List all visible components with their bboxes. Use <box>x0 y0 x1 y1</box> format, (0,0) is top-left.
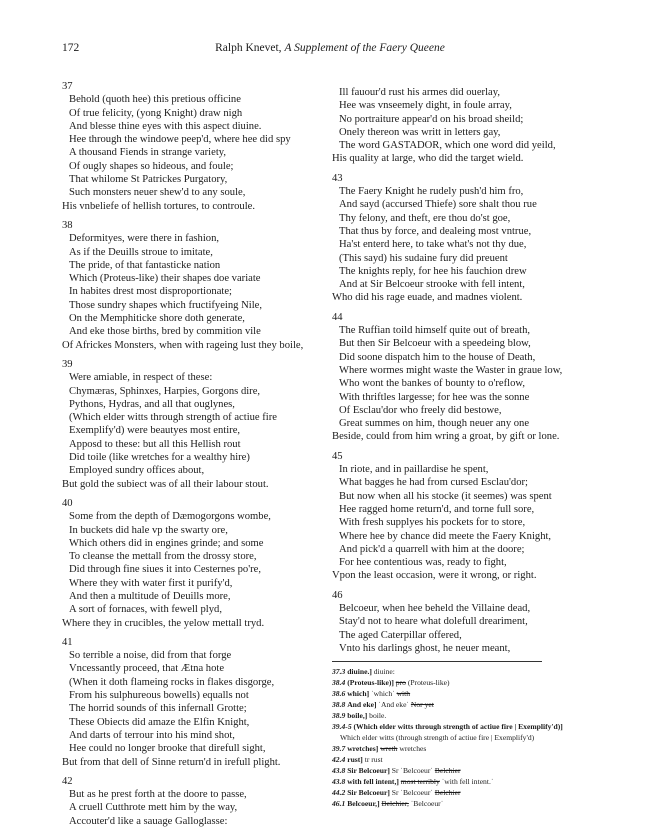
verse-line: Were amiable, in respect of these: <box>69 372 213 384</box>
verse-line: So terrible a noise, did from that forge <box>69 650 232 662</box>
note-ref: 38.8 <box>332 700 346 710</box>
verse-line: And pick'd a quarrell with him at the doore; <box>339 543 525 555</box>
verse-line: Who wont the bankes of bounty to o'reflow, <box>339 378 525 390</box>
verse-line: No portraiture appear'd on his broad sheild; <box>339 113 524 125</box>
stanza-number: 45 <box>332 450 343 462</box>
verse-line: Thy felony, and theft, ere thou do'st goe, <box>339 212 511 224</box>
note-lemma: diuine.] <box>347 667 372 677</box>
verse-line: For hee contentious was, ready to fight, <box>339 557 507 569</box>
verse-line: And then a multitude of Deuills more, <box>69 590 231 602</box>
verse-line: And sayd (accursed Thiefe) sore shalt thou rue <box>339 199 537 211</box>
note-deleted: most terribly <box>400 777 440 787</box>
verse-line: Deformityes, were there in fashion, <box>69 233 220 245</box>
note-deleted: Belchier, <box>381 799 409 809</box>
stanza-number: 40 <box>62 497 73 509</box>
note-ref: 39.7 <box>332 744 346 754</box>
note-lemma: And eke] <box>347 700 377 710</box>
verse-line: Of Esclau'dor who freely did bestowe, <box>339 404 502 416</box>
textual-note <box>332 666 542 677</box>
note-lemma: wretches] <box>347 744 379 754</box>
verse-line: And eke those births, bred by commition vile <box>69 326 261 338</box>
textual-note <box>332 699 542 710</box>
verse-line: Stay'd not to heare what dolefull dreariment, <box>339 616 528 628</box>
note-lemma: which] <box>347 689 370 699</box>
verse-line: Which (Proteus-like) their shapes doe variate <box>69 273 261 285</box>
verse-line: Pythons, Hydras, and all that ouglynes, <box>69 398 235 410</box>
verse-line: His quality at large, who did the target wield. <box>332 153 524 165</box>
note-after: ˈwith fell intent.ˈ <box>439 777 494 787</box>
stanza <box>332 589 602 655</box>
note-lemma: boile,] <box>347 711 368 721</box>
verse-line: Where wormes might waste the Waster in graue low, <box>339 364 563 376</box>
verse-line: The Ruffian toild himself quite out of breath, <box>339 325 531 337</box>
verse-line: As if the Deuills stroue to imitate, <box>69 246 213 258</box>
verse-line: Vnto his darlings ghost, he neuer meant, <box>339 642 511 654</box>
verse-line: These Obiects did amaze the Elfin Knight, <box>69 716 250 728</box>
verse-line: But now when all his stocke (it seemes) was spent <box>339 490 552 502</box>
note-ref: 37.3 <box>332 667 346 677</box>
stanza-number: 37 <box>62 81 73 92</box>
verse-line: Ill fauour'd rust his armes did ouerlay, <box>339 87 500 98</box>
stanza <box>332 86 602 166</box>
stanza-number: 41 <box>62 636 73 648</box>
stanza <box>332 450 602 583</box>
verse-line: In riote, and in paillardise he spent, <box>339 464 489 476</box>
note-ref: 39.4-5 <box>332 722 352 732</box>
verse-line: With thriftles largesse; for hee was the sonne <box>339 391 530 403</box>
textual-notes <box>332 661 563 809</box>
verse-line: With fresh supplyes his pockets for to store, <box>339 517 526 529</box>
page-number: 172 <box>62 42 80 54</box>
note-after: wretches <box>397 744 427 754</box>
stanza-number: 44 <box>332 311 343 323</box>
textual-note <box>332 743 542 754</box>
note-ref: 44.2 <box>332 788 346 798</box>
verse-line: Some from the depth of Dæmogorgons wombe, <box>69 511 271 523</box>
stanza <box>332 172 602 305</box>
verse-line: Apposd to these: but all this Hellish rout <box>69 438 241 450</box>
stanza <box>62 80 332 213</box>
verse-line: Of ougly shapes so hideous, and foule; <box>69 160 234 172</box>
stanza <box>62 497 332 630</box>
verse-line: Accouter'd like a sauage Galloglasse: <box>69 815 228 827</box>
verse-line: Did soone dispatch him to the house of Death, <box>339 351 536 363</box>
verse-line: Such monsters neuer shew'd to any soule, <box>69 187 246 199</box>
verse-line: A sort of fornaces, with fewell plyd, <box>69 604 222 616</box>
textual-note <box>332 677 542 688</box>
stanza-number: 46 <box>332 589 343 601</box>
verse-line: On the Memphiticke shore doth generate, <box>69 313 245 325</box>
verse-line: Behold (quoth hee) this pretious officine <box>69 94 241 106</box>
verse-line: The aged Caterpillar offered, <box>339 629 462 641</box>
textual-note <box>332 798 542 809</box>
textual-note <box>332 721 563 743</box>
note-reading: Sr ˈBelcoeurˈ <box>389 766 435 776</box>
verse-line: But gold the subiect was of all their labour stout. <box>62 478 269 490</box>
verse-line: Did toile (like wretches for a wealthy hire) <box>69 452 250 464</box>
verse-line: (When it doth flameing rocks in flakes disgorge, <box>69 676 275 688</box>
note-deleted: wreth <box>380 744 398 754</box>
book-title: A Supplement of the Faery Queene <box>284 42 445 54</box>
note-after: ˈBelcoeurˈ <box>408 799 444 809</box>
note-lemma: rust] <box>347 755 363 765</box>
verse-line: That whilome St Patrickes Purgatory, <box>69 174 228 186</box>
verse-line: His vnbeliefe of hellish tortures, to controule. <box>62 200 255 212</box>
note-reading: ˈAnd ekeˈ <box>376 700 411 710</box>
stanza <box>332 311 602 444</box>
verse-line: Vpon the least occasion, were it wrong, or right. <box>332 570 537 582</box>
verse-line: Employed sundry offices about, <box>69 465 205 477</box>
note-reading: ˈwhichˈ <box>369 689 397 699</box>
note-deleted: with <box>396 689 411 699</box>
note-ref: 38.6 <box>332 689 346 699</box>
stanza <box>62 219 332 352</box>
verse-line: The word GASTADOR, which one word did yeild, <box>339 140 556 152</box>
note-lemma: Belcoeur,] <box>347 799 380 809</box>
verse-line: Where they with water first it purify'd, <box>69 577 233 589</box>
note-ref: 38.9 <box>332 711 346 721</box>
verse-line: The pride, of that fantasticke nation <box>69 259 221 271</box>
note-subreading: Which elder witts (through strength of actiue fire | Exemplify'd) <box>340 733 535 743</box>
note-after: (Proteus-like) <box>405 678 450 688</box>
verse-line: A thousand Fiends in strange variety, <box>69 147 227 159</box>
note-lemma: Sir Belcoeur] <box>347 766 390 776</box>
textual-note <box>332 710 542 721</box>
textual-note <box>332 754 542 765</box>
verse-line: Vncessantly proceed, that Ætna hote <box>69 663 225 675</box>
verse-line: What bagges he had from cursed Esclau'dor; <box>339 477 528 489</box>
note-reading: Sr ˈBelcoeurˈ <box>389 788 435 798</box>
verse-line: But as he prest forth at the doore to passe, <box>69 789 247 801</box>
verse-line: Which others did in engines grinde; and some <box>69 537 264 549</box>
verse-line: The knights reply, for hee his fauchion drew <box>339 265 527 277</box>
verse-line: Where hee by chance did meete the Faery Knight, <box>339 530 552 542</box>
verse-line: To cleanse the mettall from the drossy store, <box>69 551 257 563</box>
verse-line: The horrid sounds of this infernall Grotte; <box>69 703 247 715</box>
verse-line: (This sayd) his sudaine fury did preuent <box>339 252 508 264</box>
verse-line: Chymæras, Sphinxes, Harpies, Gorgons dire, <box>69 385 261 397</box>
note-ref: 38.4 <box>332 678 346 688</box>
textual-note <box>332 776 542 787</box>
verse-line: Of Africkes Monsters, when with rageing lust they boile, <box>62 339 304 351</box>
verse-line: Hee was vnseemely dight, in foule array, <box>339 100 512 112</box>
textual-note <box>332 688 542 699</box>
verse-line: Exemplify'd) were beautyes most entire, <box>69 425 241 437</box>
note-lemma: (Which elder witts through strength of actiue fire | Exemplify'd)] <box>353 722 563 732</box>
running-title <box>62 42 598 54</box>
note-reading: diuine: <box>371 667 395 677</box>
verse-line: (Which elder witts through strength of actiue fire <box>69 412 277 424</box>
verse-line: From his sulphureous bowells) equalls not <box>69 690 249 702</box>
verse-line: In habites drest most disproportionate; <box>69 286 232 298</box>
verse-line: A cruell Cutthrote mett him by the way, <box>69 802 238 814</box>
verse-line: Hee through the windowe peep'd, where hee did spy <box>69 134 291 146</box>
stanza-number: 43 <box>332 172 343 184</box>
note-ref: 42.4 <box>332 755 346 765</box>
verse-line: Where they in crucibles, the yelow mettall tryd. <box>62 617 265 629</box>
note-ref: 43.8 <box>332 777 346 787</box>
stanza-number: 42 <box>62 775 73 787</box>
verse-line: Onely thereon was writt in letters gay, <box>339 126 501 138</box>
stanza <box>62 636 332 769</box>
stanza <box>62 775 332 828</box>
verse-line: And at Sir Belcoeur strooke with fell intent, <box>339 279 525 291</box>
note-ref: 43.8 <box>332 766 346 776</box>
note-lemma: (Proteus-like)] <box>347 678 394 688</box>
verse-line: The Faery Knight he rudely push'd him fro, <box>339 186 524 198</box>
note-deleted: pro <box>395 678 406 688</box>
author-name: Ralph Knevet, <box>215 42 282 54</box>
note-lemma: with fell intent,] <box>347 777 399 787</box>
stanza <box>62 358 332 491</box>
verse-line: Of true felicity, (yong Knight) draw nigh <box>69 107 243 119</box>
running-header <box>62 42 598 56</box>
verse-line: Belcoeur, when hee beheld the Villaine dead, <box>339 602 531 614</box>
note-deleted: Nor yet <box>410 700 434 710</box>
verse-line: In buckets did hale vp the swarty ore, <box>69 524 228 536</box>
note-lemma: Sir Belcoeur] <box>347 788 390 798</box>
stanza-number: 39 <box>62 358 73 370</box>
right-column <box>332 86 602 809</box>
verse-line: But from that dell of Sinne return'd in irefull plight. <box>62 756 281 768</box>
verse-line: Great summes on him, though neuer any one <box>339 418 530 430</box>
verse-line: Beside, could from him wring a groat, by gift or lone. <box>332 431 560 443</box>
note-deleted: Belchier <box>434 788 461 798</box>
stanza-number: 38 <box>62 219 73 231</box>
verse-line: And blesse thine eyes with this aspect diuine. <box>69 120 262 132</box>
note-deleted: Belchier <box>434 766 461 776</box>
verse-line: Did through fine siues it into Cesternes po're, <box>69 564 261 576</box>
note-ref: 46.1 <box>332 799 346 809</box>
verse-line: But then Sir Belcoeur with a speedeing blow, <box>339 338 531 350</box>
verse-line: Who did his rage euade, and madnes violent. <box>332 292 523 304</box>
verse-line: And darts of terrour into his mind shot, <box>69 729 235 741</box>
note-reading: tr rust <box>362 755 383 765</box>
verse-line: Those sundry shapes which fructifyeing Nile, <box>69 299 262 311</box>
verse-line: Ha'st enterd here, to take what's not thy due, <box>339 239 527 251</box>
verse-line: That thus by force, and dealeing most vntrue, <box>339 225 532 237</box>
textual-note <box>332 787 542 798</box>
note-reading: boile. <box>367 711 387 721</box>
verse-line: Hee could no longer brooke that direfull sight, <box>69 743 266 755</box>
textual-note <box>332 765 542 776</box>
verse-line: Hee ragged home return'd, and torne full sore, <box>339 503 535 515</box>
left-column <box>62 80 332 834</box>
right-stanzas <box>332 86 602 655</box>
